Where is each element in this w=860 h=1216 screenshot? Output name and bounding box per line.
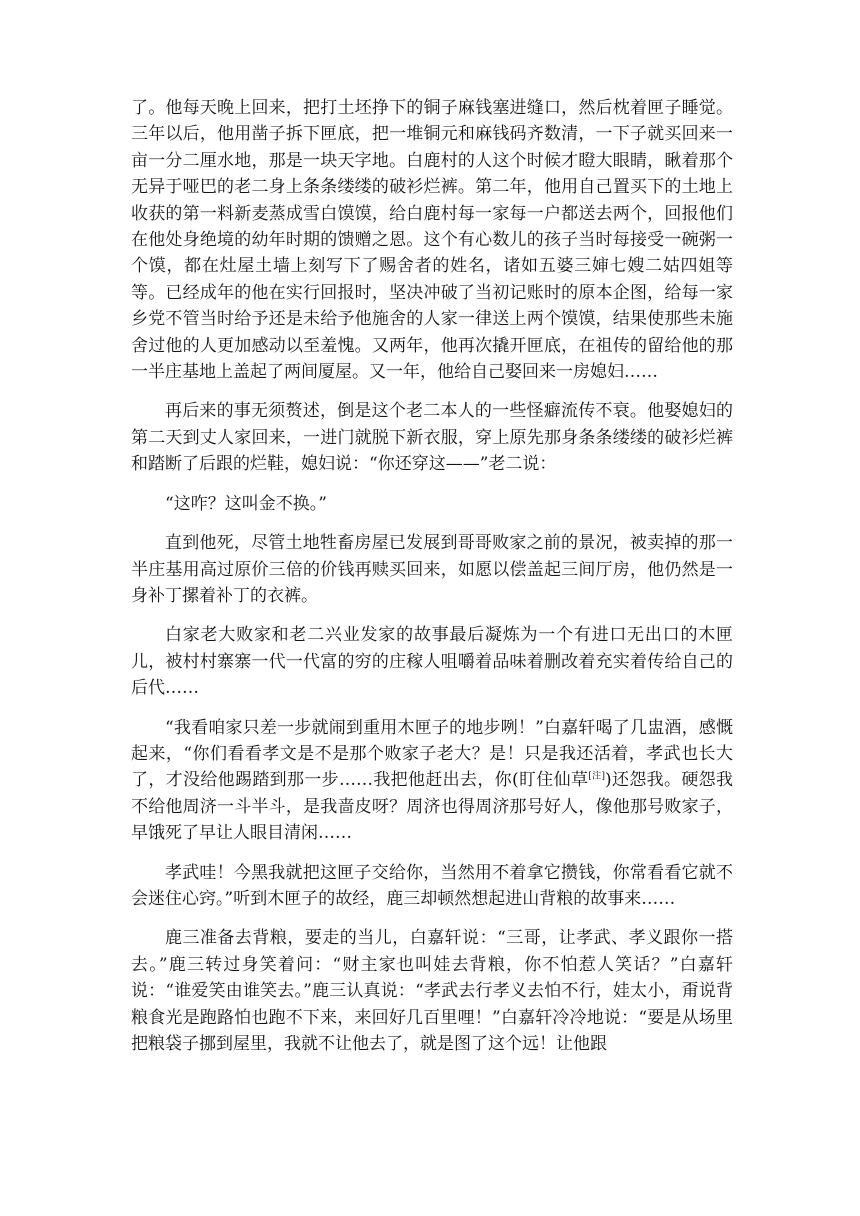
- paragraph-1: 了。他每天晚上回来，把打土坯挣下的铜子麻钱塞进缝口，然后枕着匣子睡觉。三年以后，他用凿子拆下匣底，把一堆铜元和麻钱码齐数清，一下子就买回来一亩一分二厘水地，那是一块天字地。白鹿村的人这个时候才瞪大眼睛，瞅着那个无异于哑巴的老二身上条条缕缕的破衫烂裤。第二年，他用自己置买下的土地上收获的第一料新麦蒸成雪白馍馍，给白鹿村每一家每一户都送去两个，回报他们在他处身绝境的幼年时期的馈赠之恩。这个有心数儿的孩子当时每接受一碗粥一个馍，都在灶屋土墙上刻写下了赐舍者的姓名，诸如五婆三婶七嫂二姑四姐等等。已经成年的他在实行回报时，坚决冲破了当初记账时的原本企图，给每一家乡党不管当时给予还是未给予他施舍的人家一律送上两个馍馍，结果使那些未施舍过他的人更加感动以至羞愧。又两年，他再次撬开匣底，在祖传的留给他的那一半庄基地上盖起了两间厦屋。又一年，他给自己娶回来一房媳妇……: [131, 98, 733, 383]
- paragraph-6-text-before: “我看咱家只差一步就闹到重用木匣子的地步咧！”白嘉轩喝了几盅酒，感慨起来，“你们看看孝文是不是那个败家子老大？是！只是我还活着，孝武也长大了，才没给他踢踏到那一步……我把他赶出去，你(盯住仙草: [131, 717, 733, 791]
- paragraph-4: 直到他死，尽管土地牲畜房屋已发展到哥哥败家之前的景况，被卖掉的那一半庄基用高过原价三倍的价钱再赎买回来，如愿以偿盖起三间厅房，他仍然是一身补丁摞着补丁的衣裤。: [131, 533, 733, 606]
- footnote-marker[interactable]: [注]: [588, 771, 606, 782]
- paragraph-6-text-after: )还怨我。硬怨我不给他周济一斗半斗，是我啬皮呀？周济也得周济那号好人，像他那号败家子，早饿死了早让人眼目清闲……: [131, 770, 734, 844]
- paragraph-6: [131, 715, 733, 847]
- document-page: [131, 95, 733, 1070]
- paragraph-7: 孝武哇！今黑我就把这匣子交给你，当然用不着拿它攒钱，你常看看它就不会迷住心窍。”听到木匣子的故经，鹿三却顿然想起进山背粮的故事来……: [131, 862, 733, 909]
- paragraph-8: 鹿三准备去背粮，要走的当儿，白嘉轩说：“三哥，让孝武、孝义跟你一搭去。”鹿三转过身笑着问：“财主家也叫娃去背粮，你不怕惹人笑话？”白嘉轩说：“谁爱笑由谁笑去。”鹿三认真说：“孝武去行孝义去怕不行，娃太小，甭说背粮食光是跑路怕也跑不下来，来回好几百里哩！”白嘉轩冷冷地说：“要是从场里把粮袋子挪到屋里，我就不让他去了，就是图了这个远！让他跟: [131, 928, 733, 1054]
- paragraph-5: 白家老大败家和老二兴业发家的故事最后凝炼为一个有进口无出口的木匣儿，被村村寨寨一代一代富的穷的庄稼人咀嚼着品味着删改着充实着传给自己的后代……: [131, 625, 733, 699]
- paragraph-2: 再后来的事无须赘述，倒是这个老二本人的一些怪癖流传不衰。他娶媳妇的第二天到丈人家回来，一进门就脱下新衣服，穿上原先那身条条缕缕的破衫烂裤和踏断了后跟的烂鞋，媳妇说：“你还穿这——”老二说：: [131, 401, 733, 475]
- paragraph-3: “这咋？这叫金不换。”: [165, 493, 327, 514]
